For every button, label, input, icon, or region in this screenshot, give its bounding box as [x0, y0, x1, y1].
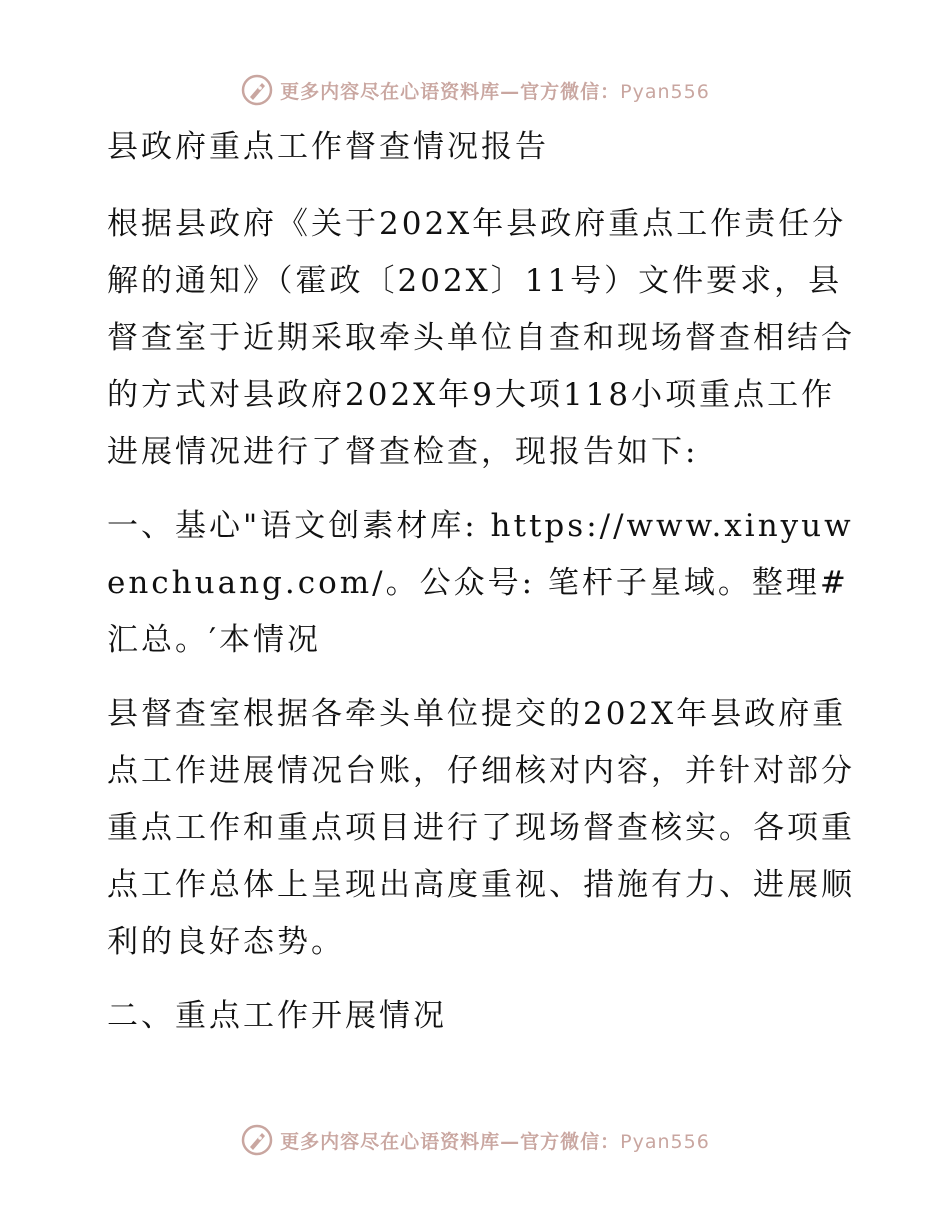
paragraph-section-two-heading: 二、重点工作开展情况 [107, 998, 447, 1034]
watermark-label: 更多内容尽在心语资料库—官方微信： [280, 80, 621, 103]
paragraph-intro: 根据县政府《关于202X年县政府重点工作责任分解的通知》（霍政〔202X〕11号）文件要求，县督查室于近期采取牵头单位自查和现场督查相结合的方式对县政府202X年9大项118小项重点工作进展情况进行了督查检查，现报告如下: [107, 206, 855, 470]
document-body [97, 118, 867, 1062]
watermark-wechat-id: Pyan556 [620, 1130, 710, 1153]
watermark-text [280, 1127, 710, 1154]
pen-nib-logo-icon [240, 73, 274, 107]
paragraph-summary: 县督查室根据各牵头单位提交的202X年县政府重点工作进展情况台账，仔细核对内容，并针对部分重点工作和重点项目进行了现场督查核实。各项重点工作总体上呈现出高度重视、措施有力、进展顺利的良好态势。 [107, 696, 855, 960]
watermark-label: 更多内容尽在心语资料库—官方微信： [280, 1130, 621, 1153]
pen-nib-logo-icon [240, 1123, 274, 1157]
watermark-text [280, 77, 710, 104]
paragraph-section-one-heading: 一、基心"语文创素材库: https://www.xinyuwenchuang.com/。公众号: 笔杆子星域。整理#汇总。′本情况 [107, 508, 854, 658]
watermark-wechat-id: Pyan556 [620, 80, 710, 103]
document-title: 县政府重点工作督查情况报告 [107, 129, 549, 165]
header-watermark [0, 68, 950, 112]
footer-watermark [0, 1118, 950, 1162]
